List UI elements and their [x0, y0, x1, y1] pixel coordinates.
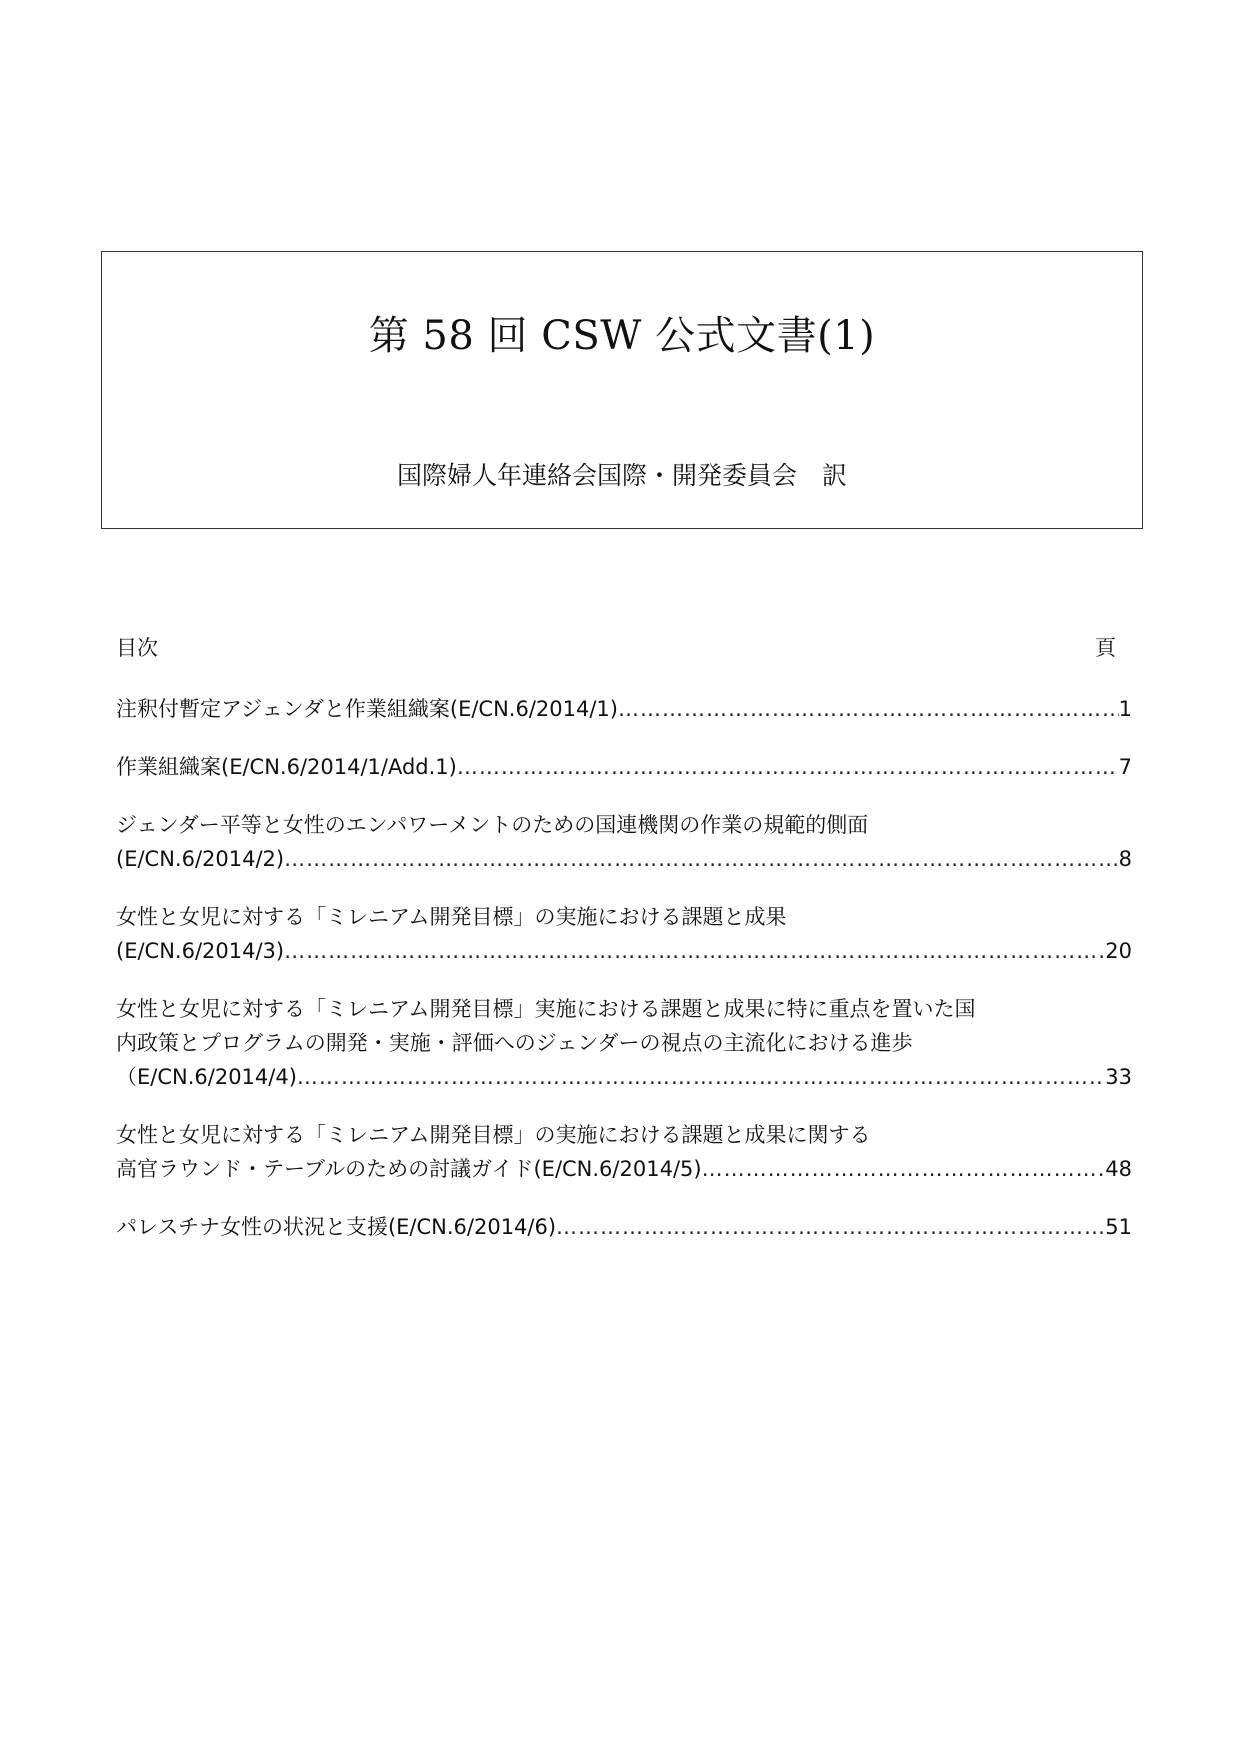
toc-entry[interactable] — [116, 900, 1132, 968]
toc-entry-title: 女性と女児に対する「ミレニアム開発目標」の実施における課題と成果 — [116, 905, 787, 929]
leader-dots — [284, 842, 1119, 876]
page-column-label: 頁 — [1095, 636, 1116, 660]
leader-dots — [457, 750, 1119, 784]
toc-entry-code: （E/CN.6/2014/4) — [116, 1065, 297, 1089]
toc-entry-code: (E/CN.6/2014/2) — [116, 847, 285, 871]
toc-entry-code: (E/CN.6/2014/3) — [116, 939, 285, 963]
toc-entry[interactable] — [116, 992, 1132, 1094]
leader-dots — [297, 1060, 1105, 1094]
toc-entry-page: 20 — [1105, 939, 1132, 963]
toc-entry-page: 33 — [1105, 1065, 1132, 1089]
toc-entry[interactable] — [116, 750, 1132, 784]
toc-entry-title: パレスチナ女性の状況と支援(E/CN.6/2014/6) — [116, 1215, 557, 1239]
toc-entry[interactable] — [116, 692, 1132, 726]
toc-entry-page: 8 — [1118, 847, 1132, 871]
leader-dots — [702, 1152, 1106, 1186]
leader-dots — [618, 692, 1119, 726]
toc-entry-page: 7 — [1118, 755, 1132, 779]
toc-entry-page: 1 — [1118, 697, 1132, 721]
toc-entry[interactable] — [116, 1210, 1132, 1244]
table-of-contents — [116, 633, 1132, 1244]
toc-entry-title-cont: 高官ラウンド・テーブルのための討議ガイド(E/CN.6/2014/5) — [116, 1157, 702, 1181]
toc-entry-page: 48 — [1105, 1157, 1132, 1181]
toc-header — [116, 633, 1132, 663]
toc-entry[interactable] — [116, 808, 1132, 876]
toc-entry-title-cont: 内政策とプログラムの開発・実施・評価へのジェンダーの視点の主流化における進歩 — [116, 1031, 913, 1055]
toc-entry-title: ジェンダー平等と女性のエンパワーメントのための国連機関の作業の規範的側面 — [116, 813, 869, 837]
toc-entry[interactable] — [116, 1118, 1132, 1186]
toc-entry-title: 女性と女児に対する「ミレニアム開発目標」実施における課題と成果に特に重点を置いた国 — [116, 997, 976, 1021]
document-title: 第 58 回 CSW 公式文書(1) — [368, 313, 876, 359]
leader-dots — [556, 1210, 1105, 1244]
toc-label: 目次 — [116, 636, 158, 660]
toc-entry-title: 作業組織案(E/CN.6/2014/1/Add.1) — [116, 755, 457, 779]
toc-entry-title: 女性と女児に対する「ミレニアム開発目標」の実施における課題と成果に関する — [116, 1123, 871, 1147]
title-box — [101, 251, 1143, 529]
toc-entry-title: 注釈付暫定アジェンダと作業組織案(E/CN.6/2014/1) — [116, 697, 618, 721]
leader-dots — [284, 934, 1105, 968]
toc-entry-page: 51 — [1105, 1215, 1132, 1239]
translator-credit: 国際婦人年連絡会国際・開発委員会 訳 — [396, 461, 847, 490]
